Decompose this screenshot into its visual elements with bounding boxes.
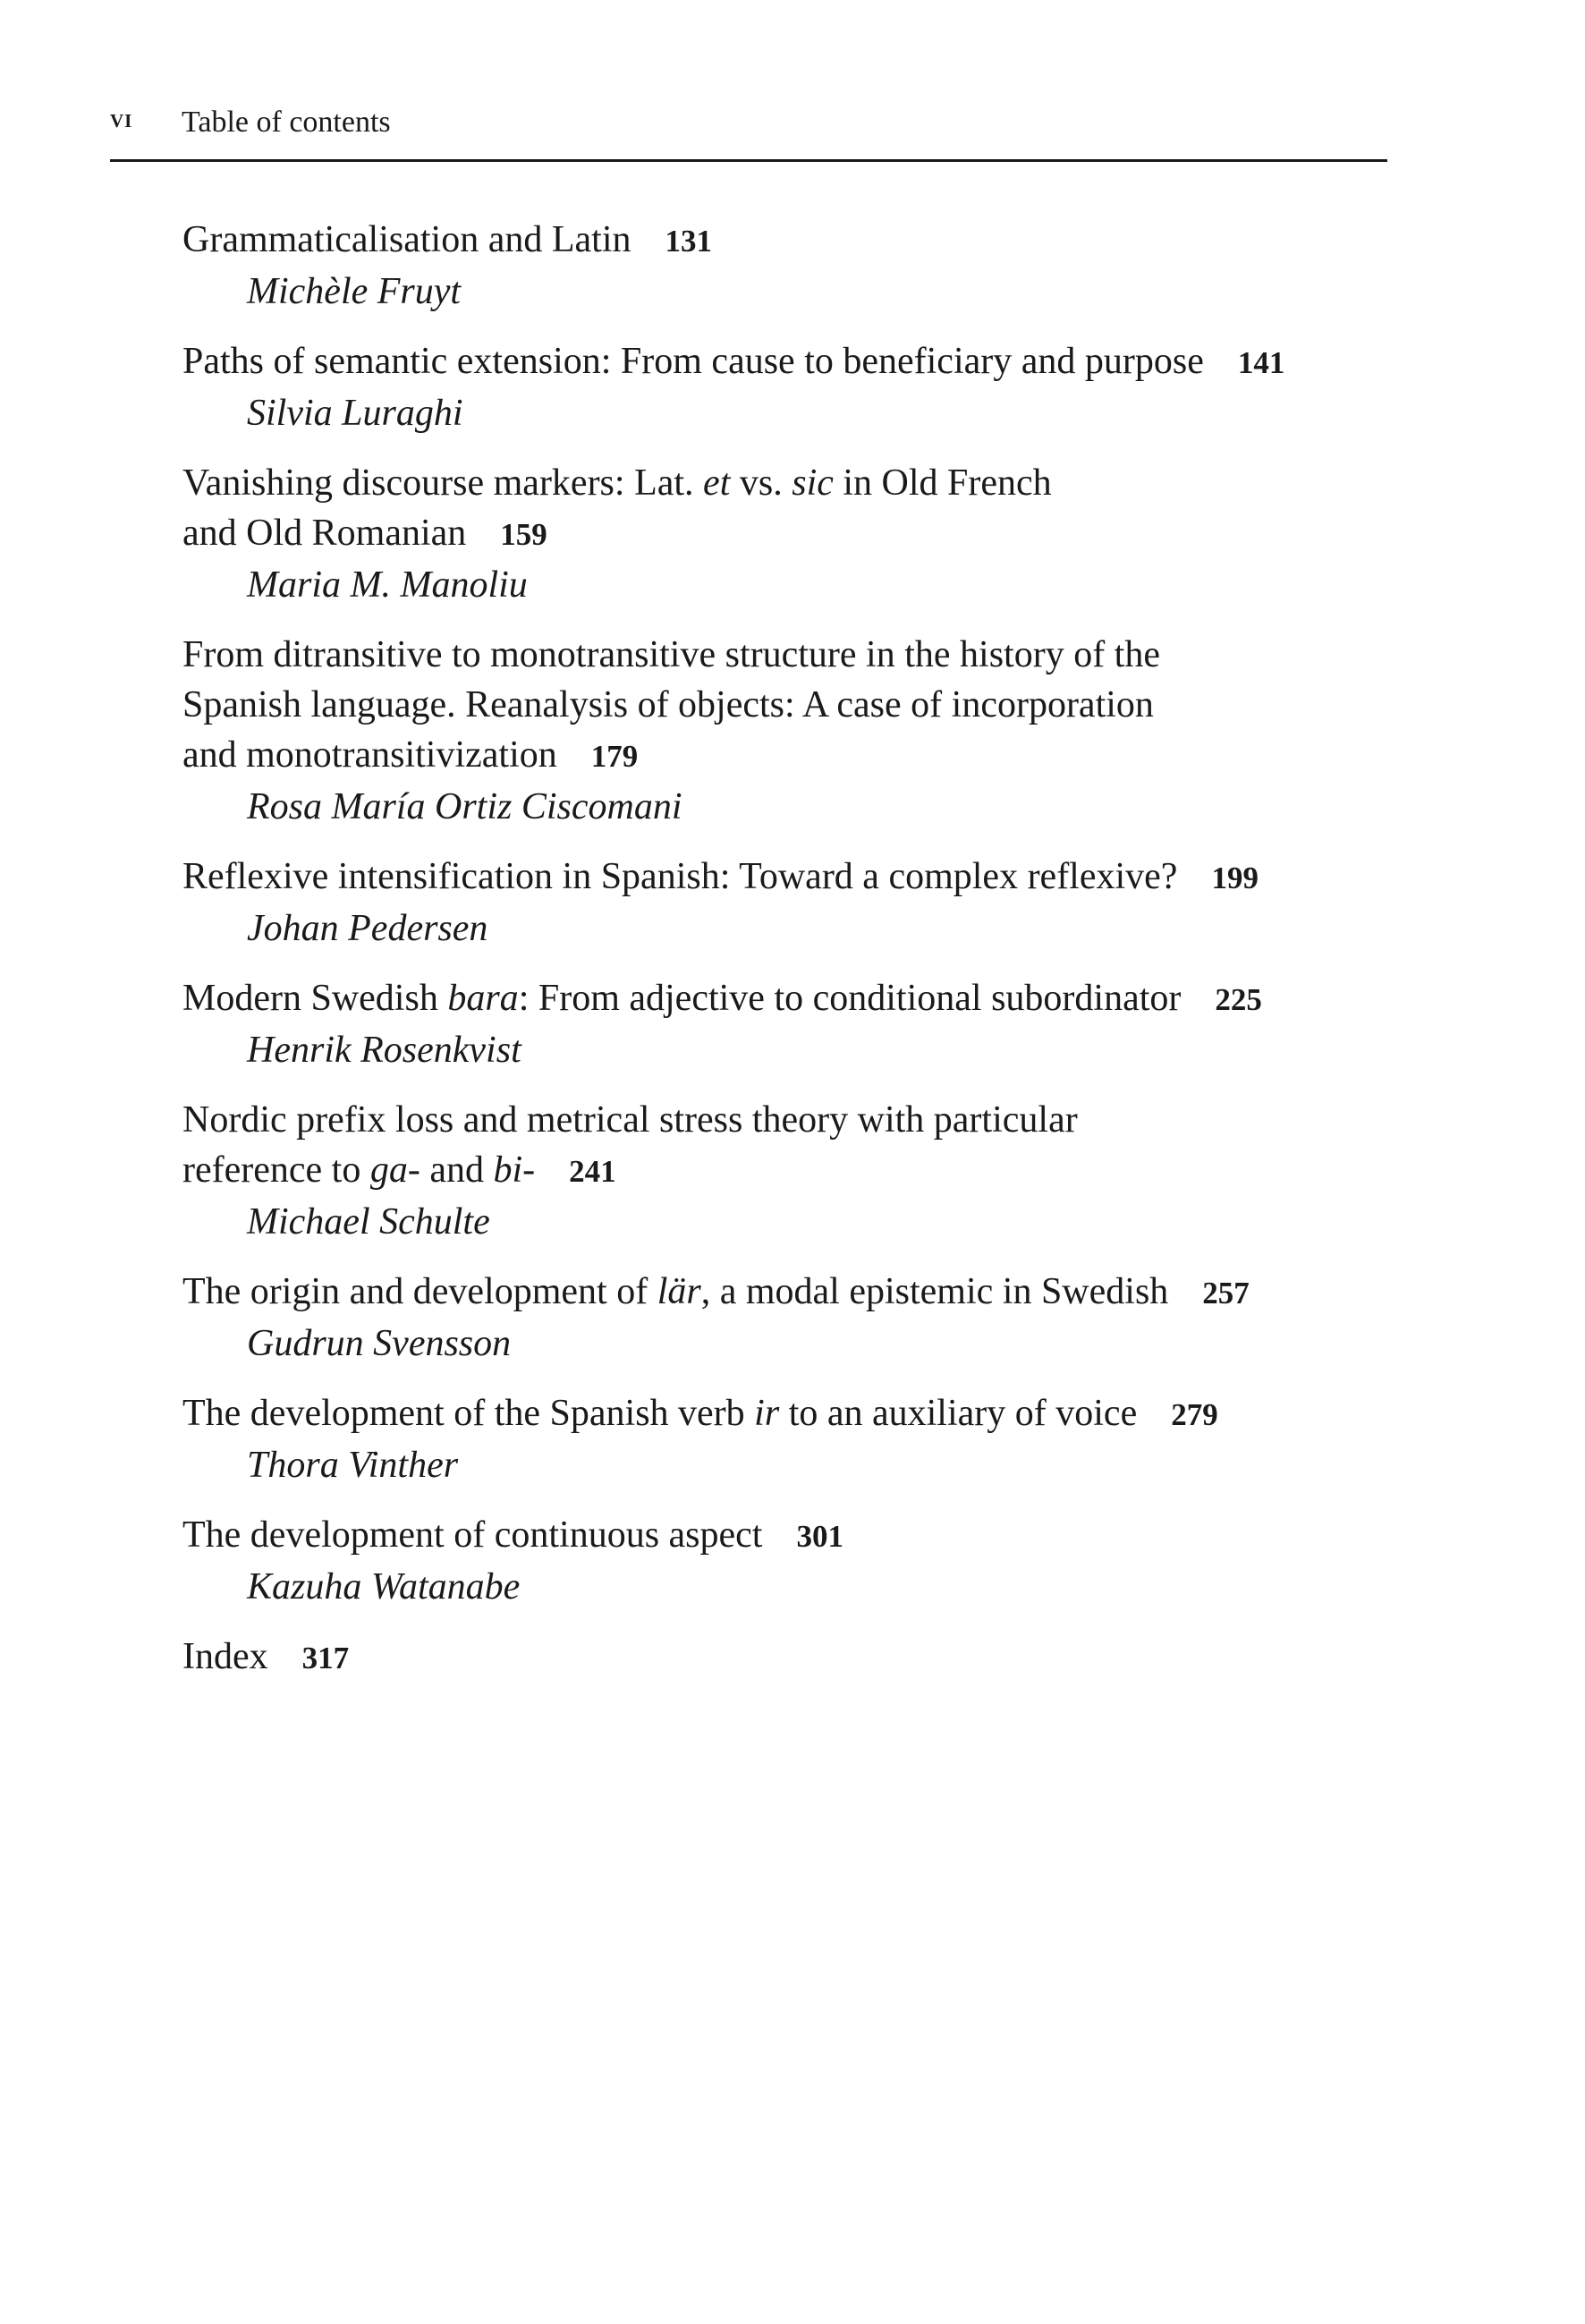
toc-title-line xyxy=(182,1388,1399,1440)
toc-page-number: 199 xyxy=(1211,861,1259,895)
toc-title-line xyxy=(182,1510,1399,1562)
toc-title-line xyxy=(182,508,1399,560)
toc-title-italic-segment: lär xyxy=(657,1271,701,1312)
toc-entry-title xyxy=(182,630,1399,782)
toc-title-line xyxy=(182,630,1399,680)
toc-title-segment: From ditransitive to monotransitive structure in the history of the xyxy=(182,634,1160,675)
toc-title-segment: , a modal epistemic in Swedish xyxy=(700,1271,1169,1312)
toc-page-number: 179 xyxy=(590,739,639,774)
toc-entry-title xyxy=(182,458,1399,560)
toc-title-segment: and monotransitivization xyxy=(182,734,557,776)
toc-title-segment: - xyxy=(522,1149,536,1191)
toc-title-segment: The origin and development of xyxy=(182,1271,657,1312)
toc-title-italic-segment: bara xyxy=(447,978,519,1019)
toc-entry-author: Maria M. Manoliu xyxy=(247,564,528,606)
toc-title-segment: : From adjective to conditional subordinator xyxy=(518,978,1182,1019)
toc-page-number: 159 xyxy=(500,517,547,552)
toc-title-line xyxy=(182,973,1399,1025)
toc-title-italic-segment: et xyxy=(703,462,731,504)
toc-entry xyxy=(182,458,1399,610)
toc-page-number: 317 xyxy=(301,1641,350,1675)
toc-entry xyxy=(182,336,1399,438)
toc-title-segment: vs. xyxy=(730,462,792,504)
toc-entry-title xyxy=(182,852,1399,903)
toc-title-line xyxy=(182,1145,1399,1197)
toc-entry-title xyxy=(182,1632,1399,1684)
toc-page-number: 241 xyxy=(569,1154,616,1189)
toc-title-italic-segment: ir xyxy=(754,1393,780,1434)
toc-title-segment: Index xyxy=(182,1636,268,1677)
toc-entry-title xyxy=(182,1267,1399,1319)
toc-entry-author: Henrik Rosenkvist xyxy=(247,1030,521,1071)
toc-entry-author: Gudrun Svensson xyxy=(247,1323,512,1364)
toc-entry xyxy=(182,852,1399,954)
toc-title-italic-segment: bi xyxy=(493,1149,523,1191)
toc-entry-author: Silvia Luraghi xyxy=(247,393,463,434)
toc-entry xyxy=(182,1510,1399,1612)
toc-title-segment: Vanishing discourse markers: Lat. xyxy=(182,462,704,504)
toc-title-segment: - and xyxy=(407,1149,494,1191)
toc-title-segment: Spanish language. Reanalysis of objects: A case of incorporation xyxy=(182,684,1154,725)
toc-page-number: 131 xyxy=(665,224,712,259)
toc-title-line xyxy=(182,852,1399,903)
toc-entry-author: Michael Schulte xyxy=(247,1201,490,1243)
toc-page-number: 279 xyxy=(1171,1397,1218,1432)
running-head-title: Table of contents xyxy=(182,106,391,139)
toc-title-line xyxy=(182,1267,1399,1319)
toc-entry-author: Michèle Fruyt xyxy=(247,271,462,312)
toc-entry-title xyxy=(182,215,1399,267)
toc-title-line xyxy=(182,1632,1399,1684)
table-of-contents xyxy=(182,215,1399,1703)
toc-entry-author: Rosa María Ortiz Ciscomani xyxy=(247,786,682,827)
toc-entry xyxy=(182,973,1399,1075)
toc-title-line xyxy=(182,1095,1399,1145)
toc-entry xyxy=(182,215,1399,317)
toc-entry-title xyxy=(182,336,1399,388)
toc-page-number: 141 xyxy=(1237,345,1285,380)
toc-title-segment: Paths of semantic extension: From cause to beneficiary and purpose xyxy=(182,341,1204,382)
toc-entry-author: Kazuha Watanabe xyxy=(247,1566,521,1607)
toc-title-segment: Reflexive intensification in Spanish: Toward a complex reflexive? xyxy=(182,856,1178,897)
running-head xyxy=(110,100,1387,162)
toc-title-line xyxy=(182,680,1399,730)
toc-entry xyxy=(182,630,1399,832)
toc-title-segment: to an auxiliary of voice xyxy=(779,1393,1138,1434)
toc-entry xyxy=(182,1267,1399,1369)
toc-title-segment: reference to xyxy=(182,1149,370,1191)
toc-title-line xyxy=(182,730,1399,782)
toc-title-segment: and Old Romanian xyxy=(182,513,467,554)
toc-title-line xyxy=(182,458,1399,508)
toc-title-line xyxy=(182,215,1399,267)
toc-entry xyxy=(182,1388,1399,1490)
toc-page-number: 257 xyxy=(1202,1276,1250,1310)
toc-entry-author: Johan Pedersen xyxy=(247,908,488,949)
toc-entry-title xyxy=(182,1388,1399,1440)
toc-entry-title xyxy=(182,1095,1399,1197)
toc-title-segment: Grammaticalisation and Latin xyxy=(182,219,631,260)
toc-title-italic-segment: ga xyxy=(369,1149,408,1191)
toc-title-italic-segment: sic xyxy=(792,462,834,504)
toc-title-segment: The development of continuous aspect xyxy=(182,1514,763,1556)
toc-title-segment: Nordic prefix loss and metrical stress theory with particular xyxy=(182,1099,1078,1141)
toc-title-segment: The development of the Spanish verb xyxy=(182,1393,755,1434)
toc-page-number: 225 xyxy=(1215,982,1262,1017)
toc-entry-author: Thora Vinther xyxy=(247,1445,459,1486)
toc-title-line xyxy=(182,336,1399,388)
page-folio: vi xyxy=(110,104,133,133)
toc-entry xyxy=(182,1632,1399,1684)
toc-entry-title xyxy=(182,1510,1399,1562)
toc-entry-title xyxy=(182,973,1399,1025)
toc-page-number: 301 xyxy=(796,1519,843,1554)
toc-title-segment: in Old French xyxy=(833,462,1052,504)
toc-title-segment: Modern Swedish xyxy=(182,978,448,1019)
toc-entry xyxy=(182,1095,1399,1247)
